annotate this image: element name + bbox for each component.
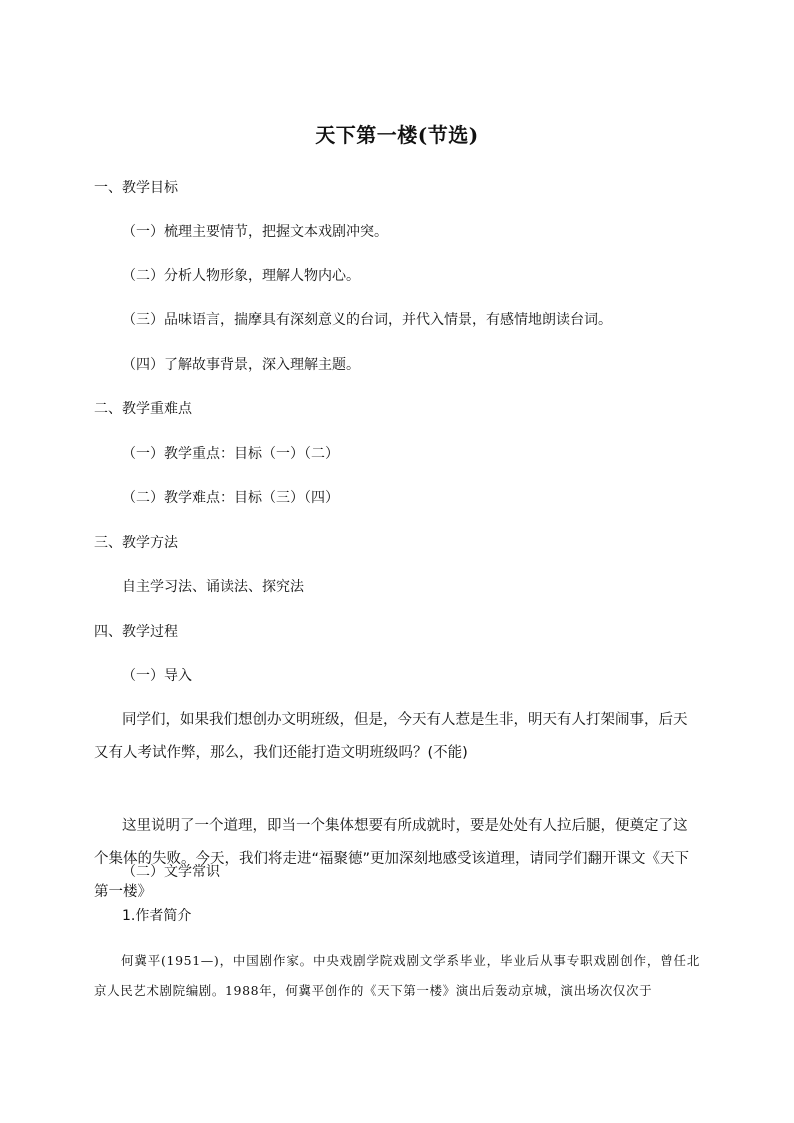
- key-point-2: （二）教学难点：目标（三）（四）: [122, 490, 339, 506]
- goals-heading: 一、教学目标: [94, 180, 178, 196]
- process-heading: 四、教学过程: [94, 624, 178, 640]
- goal-item-3: （三）品味语言，揣摩具有深刻意义的台词，并代入情景，有感情地朗读台词。: [122, 312, 612, 328]
- key-point-1: （一）教学重点：目标（一）（二）: [122, 446, 339, 462]
- method-heading: 三、教学方法: [94, 535, 178, 551]
- author-heading: 1.作者简介: [122, 908, 192, 924]
- intro-paragraph-2: 这里说明了一个道理，即当一个集体想要有所成就时，要是处处有人拉后腿，便奠定了这个集体的失败。今天，我们将走进“福聚德”更加深刻地感受该道理，请同学们翻开课文《天下第一楼》: [94, 818, 690, 900]
- goal-item-1: （一）梳理主要情节，把握文本戏剧冲突。: [122, 224, 388, 240]
- intro-heading: （一）导入: [122, 668, 192, 684]
- author-paragraph: 何冀平(1951—)，中国剧作家。中央戏剧学院戏剧文学系毕业，毕业后从事专职戏剧创作，曾任北京人民艺术剧院编剧。1988年，何冀平创作的《天下第一楼》演出后轰动京城，演出场次仅次于: [94, 953, 700, 998]
- literature-heading: （二）文学常识: [122, 864, 220, 880]
- goal-item-2: （二）分析人物形象，理解人物内心。: [122, 268, 360, 284]
- key-points-heading: 二、教学重难点: [94, 401, 192, 417]
- page-title: 天下第一楼(节选): [315, 123, 479, 147]
- method-text: 自主学习法、诵读法、探究法: [122, 579, 304, 595]
- intro-paragraph-1: 同学们，如果我们想创办文明班级，但是，今天有人惹是生非，明天有人打架闹事，后天又有人考试作弊，那么，我们还能打造文明班级吗？(不能): [94, 712, 688, 761]
- goal-item-4: （四）了解故事背景，深入理解主题。: [122, 357, 360, 373]
